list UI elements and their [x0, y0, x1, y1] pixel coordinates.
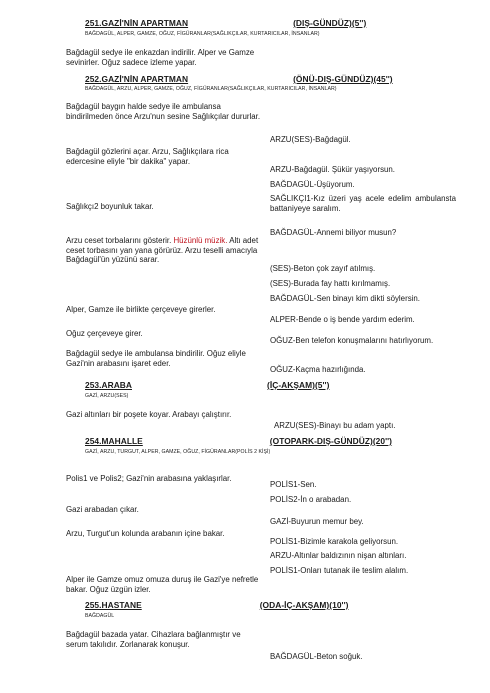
dialogue-line: POLİS1-Sen. [270, 480, 317, 489]
dialogue-line: BAĞDAGÜL-Sen binayı kim dikti söylersin. [270, 294, 420, 303]
scene-cast: GAZİ, ARZU(SES) [85, 393, 129, 399]
dialogue-line: GAZİ-Buyurun memur bey. [270, 517, 364, 526]
action-text: Gazi altınları bir poşete koyar. Arabayı çalıştırır. [66, 410, 232, 419]
scene-heading-252 [85, 74, 393, 84]
action-inline: Arzu ceset torbalarını gösterir. [66, 236, 172, 245]
dialogue-line: POLİS1-Onları tutanak ile teslim alalım. [270, 566, 409, 575]
dialogue-line: POLİS2-İn o arabadan. [270, 495, 352, 504]
action-text [66, 236, 264, 265]
dialogue-line: BAĞDAGÜL-Üşüyorum. [270, 180, 355, 189]
action-text: Gazi arabadan çıkar. [66, 505, 139, 514]
dialogue-line: (SES)-Burada fay hattı kırılmamış. [270, 279, 391, 288]
scene-title: 251.GAZİ'NİN APARTMAN [85, 18, 189, 28]
action-text: Oğuz çerçeveye girer. [66, 329, 143, 338]
action-text: Bağdagül gözlerini açar. Arzu, Sağlıkçılara rica edercesine eliyle "bir dakika" yapar. [66, 147, 229, 166]
scene-setting: (ÖNÜ-DIŞ-GÜNDÜZ)(45'') [293, 74, 393, 84]
scene-title: 252.GAZİ'NİN APARTMAN [85, 74, 189, 84]
scene-cast: BAĞDAGÜL [85, 613, 115, 619]
scene-title: 255.HASTANE [85, 600, 142, 610]
scene-cast: BAĞDAGÜL, ARZU, ALPER, GAMZE, OĞUZ, FİGÜRANLAR(SAĞLIKÇILAR, KURTARICILAR, İNSANLAR) [85, 86, 337, 92]
scene-title: 254.MAHALLE [85, 436, 143, 446]
scene-heading-251 [85, 18, 366, 28]
scene-setting: (İÇ-AKŞAM)(5'') [267, 380, 330, 390]
dialogue-line: BAĞDAGÜL-Beton soğuk. [270, 652, 363, 661]
scene-heading-255 [85, 600, 348, 610]
scene-cast: GAZİ, ARZU, TURGUT, ALPER, GAMZE, OĞUZ, FİGÜRANLAR(POLİS 2 KİŞİ) [85, 449, 271, 455]
scene-heading-253 [85, 380, 329, 390]
music-cue: Hüzünlü müzik. [173, 236, 228, 245]
dialogue-line: ARZU-Bağdagül. Şükür yaşıyorsun. [270, 165, 395, 174]
dialogue-line: ARZU(SES)-Bağdagül. [270, 135, 351, 144]
dialogue-line: BAĞDAGÜL-Annemi biliyor musun? [270, 228, 397, 237]
dialogue-line: (SES)-Beton çok zayıf atılmış. [270, 264, 376, 273]
action-text: Polis1 ve Polis2; Gazi'nin arabasına yaklaşırlar. [66, 474, 232, 483]
action-text: Bağdagül sedye ile enkazdan indirilir. Alper ve Gamze sevinirler. Oğuz sadece izleme yapar. [66, 48, 255, 67]
action-text: Bağdagül bazada yatar. Cihazlara bağlanmıştır ve serum takılıdır. Zorlanarak konuşur. [66, 630, 241, 649]
dialogue-line: SAĞLIKÇI1-Kız üzeri yaş acele edelim ambulansta battaniyeye saralım. [270, 194, 456, 213]
scene-title: 253.ARABA [85, 380, 132, 390]
dialogue-line: ARZU(SES)-Binayı bu adam yaptı. [274, 421, 396, 430]
dialogue-line: ARZU-Altınlar baldızının nişan altınları. [270, 551, 407, 560]
action-text: Alper ile Gamze omuz omuza duruş ile Gazi'ye nefretle bakar. Oğuz üzgün izler. [66, 575, 259, 594]
action-text: Sağlıkçı2 boyunluk takar. [66, 202, 154, 211]
action-text: Bağdagül sedye ile ambulansa bindirilir. Oğuz eliyle Gazi'nin arabasını işaret eder. [66, 349, 246, 368]
dialogue-line: POLİS1-Bizimle karakola geliyorsun. [270, 537, 399, 546]
action-text: Alper, Gamze ile birlikte çerçeveye girerler. [66, 305, 216, 314]
scene-setting: (ODA-İÇ-AKŞAM)(10'') [259, 600, 349, 610]
action-text: Arzu, Turgut'un kolunda arabanın içine bakar. [66, 529, 225, 538]
scene-setting: (OTOPARK-DIŞ-GÜNDÜZ)(20'') [269, 436, 393, 446]
dialogue-line: OĞUZ-Kaçma hazırlığında. [270, 365, 366, 374]
scene-cast: BAĞDAGÜL, ALPER, GAMZE, OĞUZ, FİGÜRANLAR(SAĞLIKÇILAR, KURTARICILAR, İNSANLAR) [85, 31, 320, 37]
dialogue-line: OĞUZ-Ben telefon konuşmalarını hatırlıyorum. [270, 336, 434, 345]
action-inline: Altı adet ceset torbasını yan yana görürüz. Arzu teselli amacıyla Bağdagül'ün yüzünü sarar. [66, 236, 259, 265]
scene-setting: (DIŞ-GÜNDÜZ)(5'') [293, 18, 367, 28]
dialogue-line: ALPER-Bende o iş bende yardım ederim. [270, 315, 415, 324]
action-text: Bağdagül baygın halde sedye ile ambulansa bindirilmeden önce Arzu'nun sesine Sağlıkçılar dururlar. [66, 102, 261, 121]
scene-heading-254 [85, 436, 392, 446]
